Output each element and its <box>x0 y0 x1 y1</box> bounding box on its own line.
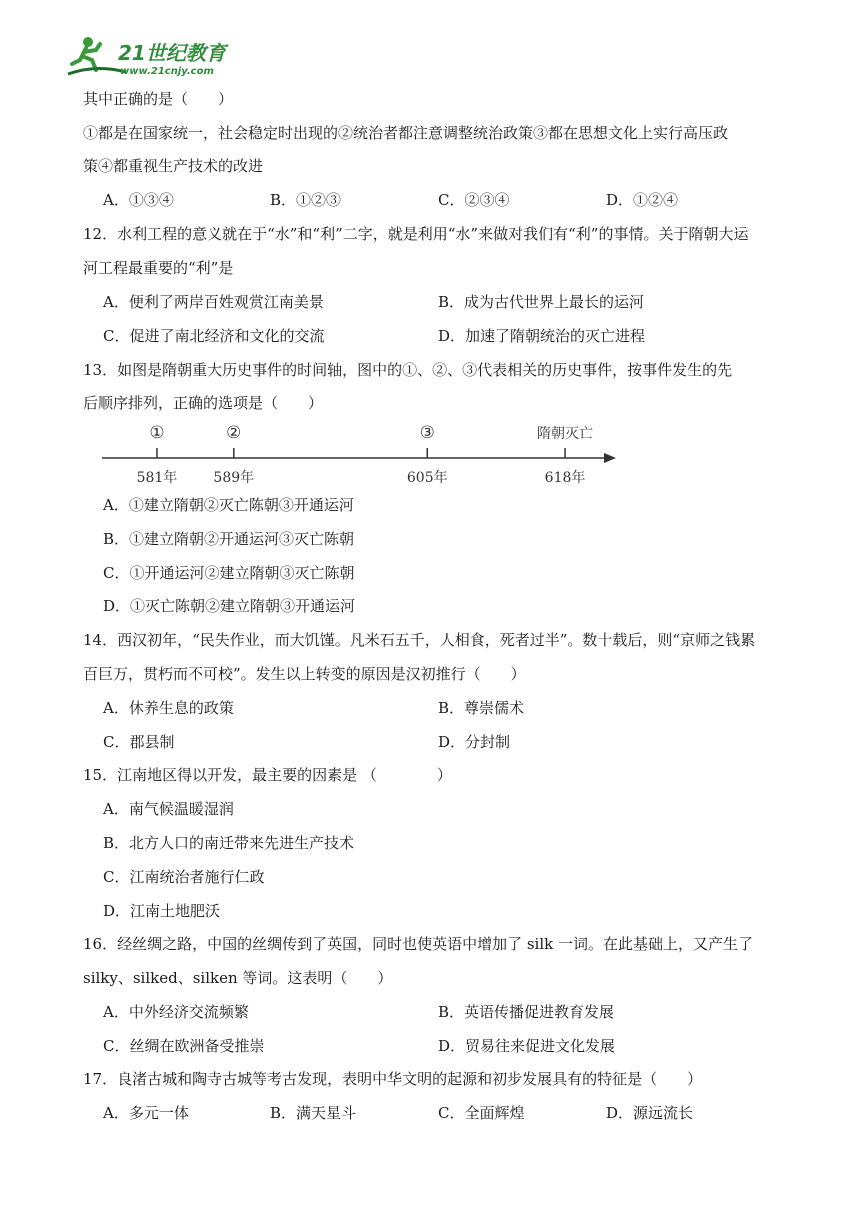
q14-option-b[interactable]: B．尊崇儒术 <box>438 699 525 717</box>
q12-option-b[interactable]: B．成为古代世界上最长的运河 <box>438 293 645 311</box>
q11-statements-line2: 策④都重视生产技术的改进 <box>83 157 264 175</box>
q14-option-d[interactable]: D．分封制 <box>438 733 511 751</box>
timeline-year-label-2: 589年 <box>213 470 255 486</box>
q16-option-c[interactable]: C．丝绸在欧洲备受推崇 <box>103 1037 265 1055</box>
q12-option-a[interactable]: A．便利了两岸百姓观赏江南美景 <box>103 293 324 311</box>
timeline-event-label-1: ① <box>149 423 165 443</box>
q13-stem-line2: 后顺序排列，正确的选项是（ ） <box>83 394 324 412</box>
q17-option-d[interactable]: D．源远流长 <box>606 1104 694 1122</box>
q13-option-a[interactable]: A．①建立隋朝②灭亡陈朝③开通运河 <box>103 496 354 514</box>
timeline-year-label-1: 581年 <box>136 470 178 486</box>
q12-option-c[interactable]: C．促进了南北经济和文化的交流 <box>103 327 325 345</box>
q16-option-d[interactable]: D．贸易往来促进文化发展 <box>438 1037 616 1055</box>
timeline-event-label-3: ③ <box>419 423 435 443</box>
q11-option-c[interactable]: C．②③④ <box>438 191 510 209</box>
q11-prompt: 其中正确的是（ ） <box>83 90 234 108</box>
q12-stem-line2: 河工程最重要的“利”是 <box>83 259 234 277</box>
q13-option-b[interactable]: B．①建立隋朝②开通运河③灭亡陈朝 <box>103 530 355 548</box>
q15-option-c[interactable]: C．江南统治者施行仁政 <box>103 868 265 886</box>
q16-option-b[interactable]: B．英语传播促进教育发展 <box>438 1003 615 1021</box>
site-logo <box>66 34 236 80</box>
q16-option-a[interactable]: A．中外经济交流频繁 <box>103 1003 249 1021</box>
logo-brand: 21世纪教育 <box>118 41 226 65</box>
q14-option-c[interactable]: C．郡县制 <box>103 733 175 751</box>
q13-option-c[interactable]: C．①开通运河②建立隋朝③灭亡陈朝 <box>103 564 355 582</box>
timeline-figure <box>96 418 626 492</box>
q11-option-d[interactable]: D．①②④ <box>606 191 679 209</box>
q13-option-d[interactable]: D．①灭亡陈朝②建立隋朝③开通运河 <box>103 597 356 615</box>
q13-stem-line1: 13．如图是隋朝重大历史事件的时间轴，图中的①、②、③代表相关的历史事件，按事件发生的先 <box>83 361 733 379</box>
q15-option-b[interactable]: B．北方人口的南迁带来先进生产技术 <box>103 834 355 852</box>
q17-stem: 17．良渚古城和陶寺古城等考古发现，表明中华文明的起源和初步发展具有的特征是（ ） <box>83 1070 703 1088</box>
timeline-arrow <box>604 453 616 463</box>
q14-option-a[interactable]: A．休养生息的政策 <box>103 699 234 717</box>
q17-option-b[interactable]: B．满天星斗 <box>270 1104 357 1122</box>
q11-option-a[interactable]: A．①③④ <box>103 191 174 209</box>
q16-stem-line1: 16．经丝绸之路，中国的丝绸传到了英国，同时也使英语中增加了 silk 一词。在此基础上，又产生了 <box>83 935 754 953</box>
timeline-event-label-4: 隋朝灭亡 <box>537 426 594 442</box>
q15-stem: 15．江南地区得以开发，最主要的因素是 （ ） <box>83 766 452 784</box>
timeline-event-label-2: ② <box>226 423 242 443</box>
q14-stem-line1: 14．西汉初年，“民失作业，而大饥馑。凡米石五千，人相食，死者过半”。数十载后，则“京师之钱累 <box>83 631 756 649</box>
q17-option-a[interactable]: A．多元一体 <box>103 1104 189 1122</box>
timeline-year-label-3: 605年 <box>406 470 448 486</box>
logo-url: www.21cnjy.com <box>120 66 214 77</box>
q16-stem-line2: silky、silked、silken 等词。这表明（ ） <box>83 969 393 987</box>
q12-option-d[interactable]: D．加速了隋朝统治的灭亡进程 <box>438 327 646 345</box>
q12-stem-line1: 12．水利工程的意义就在于“水”和“利”二字，就是利用“水”来做对我们有“利”的事情。关于隋朝大运 <box>83 225 749 243</box>
q11-option-b[interactable]: B．①②③ <box>270 191 342 209</box>
q14-stem-line2: 百巨万，贯朽而不可校”。发生以上转变的原因是汉初推行（ ） <box>83 665 526 683</box>
q15-option-d[interactable]: D．江南土地肥沃 <box>103 902 221 920</box>
q11-statements-line1: ①都是在国家统一，社会稳定时出现的②统治者都注意调整统治政策③都在思想文化上实行高压政 <box>83 124 729 142</box>
q15-option-a[interactable]: A．南气候温暖湿润 <box>103 800 234 818</box>
timeline-year-label-4: 618年 <box>544 470 586 486</box>
q17-option-c[interactable]: C．全面辉煌 <box>438 1104 525 1122</box>
